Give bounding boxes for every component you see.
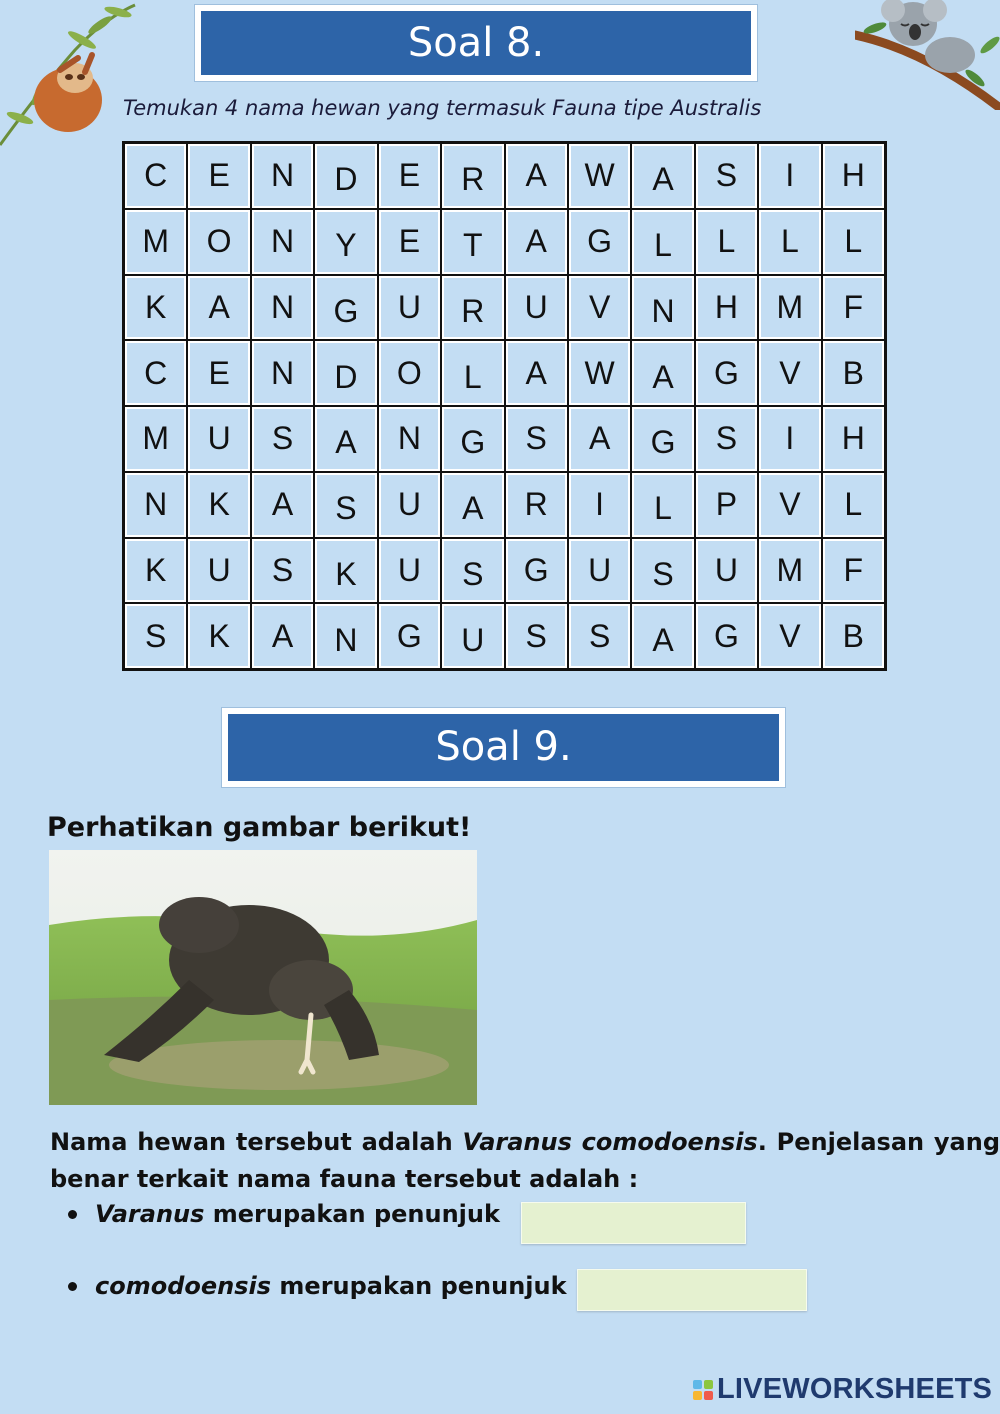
grid-cell[interactable]: V <box>758 472 821 538</box>
grid-cell[interactable]: D <box>314 340 377 406</box>
item-term: comodoensis <box>95 1272 272 1300</box>
grid-cell[interactable]: G <box>568 209 631 275</box>
grid-cell[interactable]: K <box>187 472 250 538</box>
question-prefix: Nama hewan tersebut adalah <box>50 1128 463 1156</box>
grid-cell[interactable]: A <box>505 340 568 406</box>
grid-cell[interactable]: N <box>251 275 314 341</box>
grid-cell[interactable]: U <box>568 538 631 604</box>
grid-cell[interactable]: E <box>187 340 250 406</box>
grid-cell[interactable]: K <box>124 275 187 341</box>
grid-cell[interactable]: A <box>251 603 314 669</box>
grid-cell[interactable]: A <box>505 143 568 209</box>
grid-cell[interactable]: E <box>378 143 441 209</box>
grid-cell[interactable]: M <box>758 275 821 341</box>
list-item <box>68 1272 567 1300</box>
grid-cell[interactable]: A <box>314 406 377 472</box>
grid-cell[interactable]: R <box>441 143 504 209</box>
grid-cell[interactable]: K <box>187 603 250 669</box>
grid-cell[interactable]: L <box>441 340 504 406</box>
grid-cell[interactable]: N <box>314 603 377 669</box>
grid-cell[interactable]: U <box>187 538 250 604</box>
grid-cell[interactable]: A <box>631 603 694 669</box>
grid-cell[interactable]: K <box>314 538 377 604</box>
grid-cell[interactable]: A <box>505 209 568 275</box>
grid-cell[interactable]: O <box>187 209 250 275</box>
grid-cell[interactable]: G <box>695 340 758 406</box>
grid-cell[interactable]: L <box>822 472 885 538</box>
grid-cell[interactable]: C <box>124 143 187 209</box>
grid-cell[interactable]: U <box>378 472 441 538</box>
grid-cell[interactable]: V <box>568 275 631 341</box>
grid-cell[interactable]: U <box>378 538 441 604</box>
grid-cell[interactable]: U <box>505 275 568 341</box>
grid-cell[interactable]: V <box>758 340 821 406</box>
grid-cell[interactable]: S <box>695 406 758 472</box>
grid-cell[interactable]: Y <box>314 209 377 275</box>
answer-field-2[interactable] <box>577 1269 807 1311</box>
brand-name: LIVEWORKSHEETS <box>717 1373 993 1405</box>
grid-cell[interactable]: E <box>187 143 250 209</box>
grid-cell[interactable]: P <box>695 472 758 538</box>
grid-cell[interactable]: A <box>631 340 694 406</box>
grid-cell[interactable]: D <box>314 143 377 209</box>
item-text: merupakan penunjuk <box>204 1200 500 1228</box>
grid-cell[interactable]: R <box>441 275 504 341</box>
species-name: Varanus comodoensis <box>462 1128 758 1156</box>
grid-cell[interactable]: S <box>441 538 504 604</box>
grid-cell[interactable]: N <box>251 340 314 406</box>
grid-cell[interactable]: N <box>251 209 314 275</box>
grid-cell[interactable]: S <box>314 472 377 538</box>
grid-cell[interactable]: G <box>505 538 568 604</box>
soal-9-title: Soal 9. <box>222 708 785 787</box>
grid-cell[interactable]: G <box>314 275 377 341</box>
grid-cell[interactable]: B <box>822 603 885 669</box>
grid-cell[interactable]: W <box>568 340 631 406</box>
grid-cell[interactable]: A <box>631 143 694 209</box>
grid-cell[interactable]: V <box>758 603 821 669</box>
grid-cell[interactable]: A <box>441 472 504 538</box>
item-text: merupakan penunjuk <box>271 1272 567 1300</box>
grid-cell[interactable]: S <box>695 143 758 209</box>
grid-cell[interactable]: H <box>822 406 885 472</box>
bullet-icon <box>68 1210 77 1219</box>
grid-cell[interactable]: L <box>822 209 885 275</box>
grid-cell[interactable]: G <box>441 406 504 472</box>
grid-cell[interactable]: L <box>695 209 758 275</box>
grid-cell[interactable]: R <box>505 472 568 538</box>
grid-cell[interactable]: U <box>187 406 250 472</box>
list-item <box>68 1200 500 1228</box>
answer-field-1[interactable] <box>521 1202 746 1244</box>
grid-cell[interactable]: A <box>187 275 250 341</box>
grid-cell[interactable]: C <box>124 340 187 406</box>
soal-9-subheading: Perhatikan gambar berikut! <box>47 812 472 843</box>
grid-cell[interactable]: W <box>568 143 631 209</box>
soal-8-instruction: Temukan 4 nama hewan yang termasuk Fauna tipe Australis <box>123 96 762 120</box>
brand-logo <box>693 1373 992 1406</box>
word-search-grid <box>122 141 887 671</box>
grid-cell[interactable]: A <box>568 406 631 472</box>
grid-cell[interactable]: S <box>124 603 187 669</box>
grid-cell[interactable]: N <box>378 406 441 472</box>
grid-cell[interactable]: F <box>822 275 885 341</box>
grid-cell[interactable]: G <box>378 603 441 669</box>
grid-cell[interactable]: F <box>822 538 885 604</box>
grid-cell[interactable]: E <box>378 209 441 275</box>
grid-cell[interactable]: I <box>758 143 821 209</box>
grid-cell[interactable]: L <box>631 209 694 275</box>
grid-cell[interactable]: G <box>695 603 758 669</box>
grid-cell[interactable]: A <box>251 472 314 538</box>
grid-cell[interactable]: T <box>441 209 504 275</box>
grid-cell[interactable]: S <box>251 538 314 604</box>
grid-cell[interactable]: N <box>251 143 314 209</box>
grid-cell[interactable]: K <box>124 538 187 604</box>
grid-cell[interactable]: S <box>568 603 631 669</box>
grid-cell[interactable]: H <box>822 143 885 209</box>
soal-8-title: Soal 8. <box>195 5 757 81</box>
grid-cell[interactable]: S <box>505 603 568 669</box>
grid-cell[interactable]: O <box>378 340 441 406</box>
grid-cell[interactable]: L <box>631 472 694 538</box>
komodo-dragon-image <box>49 850 477 1105</box>
sloth-icon <box>0 0 140 150</box>
grid-cell[interactable]: I <box>758 406 821 472</box>
question-suffix: . Penjelasan yang benar terkait nama fauna tersebut adalah : <box>50 1128 1000 1193</box>
liveworksheets-logo-icon <box>693 1380 713 1400</box>
grid-cell[interactable]: U <box>378 275 441 341</box>
grid-cell[interactable]: S <box>251 406 314 472</box>
item-term: Varanus <box>95 1200 205 1228</box>
grid-cell[interactable]: S <box>631 538 694 604</box>
grid-cell[interactable]: U <box>695 538 758 604</box>
grid-cell[interactable]: G <box>631 406 694 472</box>
koala-icon <box>855 0 1000 110</box>
grid-cell[interactable]: B <box>822 340 885 406</box>
grid-cell[interactable]: N <box>631 275 694 341</box>
grid-cell[interactable]: I <box>568 472 631 538</box>
grid-cell[interactable]: L <box>758 209 821 275</box>
soal-9-question <box>50 1124 1000 1198</box>
grid-cell[interactable]: S <box>505 406 568 472</box>
grid-cell[interactable]: U <box>441 603 504 669</box>
grid-cell[interactable]: M <box>758 538 821 604</box>
grid-cell[interactable]: M <box>124 406 187 472</box>
bullet-icon <box>68 1282 77 1291</box>
grid-cell[interactable]: N <box>124 472 187 538</box>
grid-cell[interactable]: M <box>124 209 187 275</box>
grid-cell[interactable]: H <box>695 275 758 341</box>
